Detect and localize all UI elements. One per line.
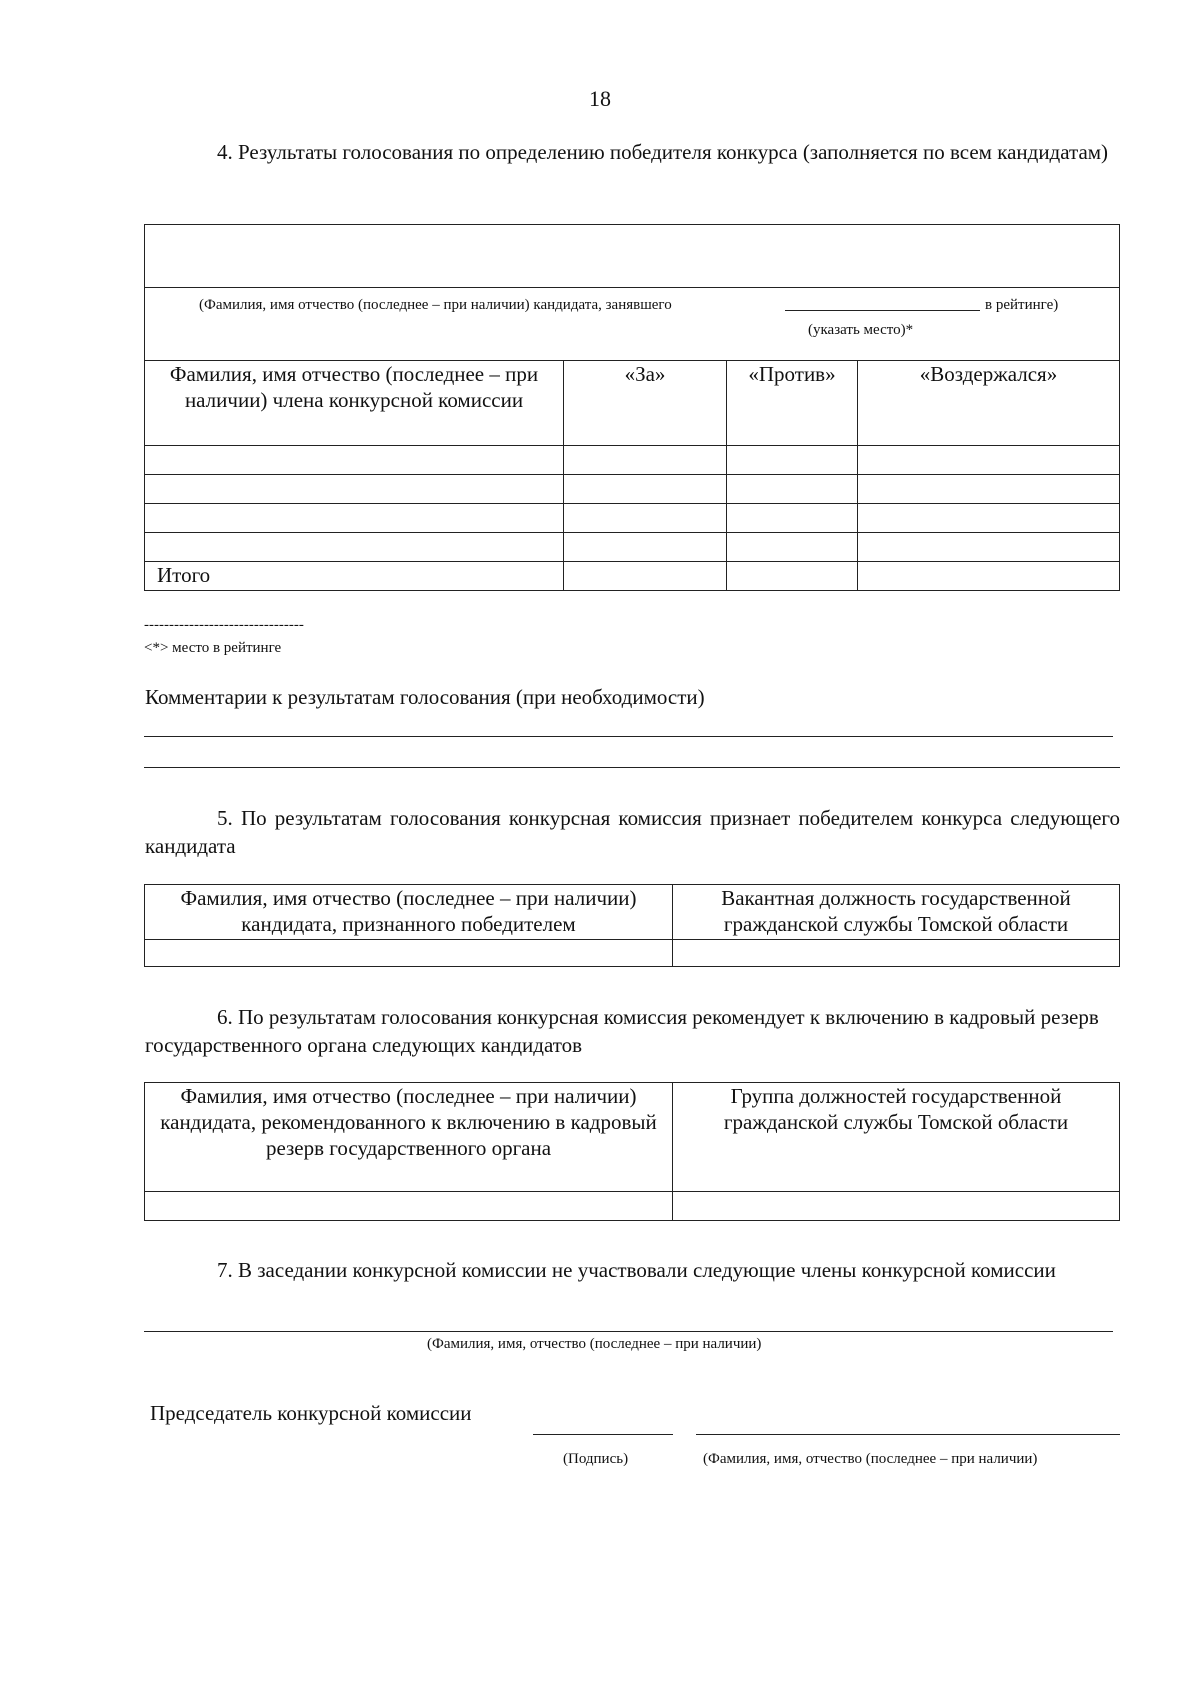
reserve-table — [144, 1082, 1120, 1221]
section-6-heading: 6. По результатам голосования конкурсная комиссия рекомендует к включению в кадровый резерв государственного органа следующих кандидатов — [145, 1005, 1099, 1057]
absent-members-caption: (Фамилия, имя, отчество (последнее – при наличии) — [427, 1336, 762, 1352]
footnote-text: <*> место в рейтинге — [144, 640, 282, 656]
header-against: «Против» — [727, 361, 858, 446]
place-caption: (указать место)* — [808, 322, 914, 338]
header-for: «За» — [564, 361, 727, 446]
signature-line — [533, 1434, 673, 1435]
header-vacant-position: Вакантная должность государственной гражданской службы Томской области — [673, 885, 1120, 940]
header-reserve-name: Фамилия, имя отчество (последнее – при наличии) кандидата, рекомендованного к включению в кадровый резерв государственного органа — [145, 1083, 673, 1192]
table-row — [145, 446, 1120, 475]
signature-caption: (Подпись) — [563, 1451, 629, 1467]
comments-line-2 — [144, 767, 1120, 768]
table-row — [145, 1192, 1120, 1221]
section-5-heading: 5. По результатам голосования конкурсная комиссия признает победителем конкурса следующего кандидата — [145, 806, 1120, 858]
absent-members-line — [144, 1331, 1113, 1332]
table-row — [145, 533, 1120, 562]
header-abstained: «Воздержался» — [858, 361, 1120, 446]
table-row — [145, 940, 1120, 967]
table-row — [145, 504, 1120, 533]
total-row — [145, 562, 1120, 591]
comments-line-1 — [144, 736, 1113, 737]
chairman-name-line — [696, 1434, 1120, 1435]
candidate-caption-cell — [145, 288, 1120, 361]
candidate-caption-left: (Фамилия, имя отчество (последнее – при наличии) кандидата, занявшего — [199, 297, 672, 313]
page-number: 18 — [589, 86, 611, 111]
table-row — [145, 475, 1120, 504]
header-position-group: Группа должностей государственной гражданской службы Томской области — [673, 1083, 1120, 1192]
header-winner-name: Фамилия, имя отчество (последнее – при наличии) кандидата, признанного победителем — [145, 885, 673, 940]
comments-label: Комментарии к результатам голосования (при необходимости) — [145, 685, 705, 709]
winner-table — [144, 884, 1120, 967]
voting-results-table — [144, 224, 1120, 591]
chairman-label: Председатель конкурсной комиссии — [150, 1401, 472, 1425]
header-member-name: Фамилия, имя отчество (последнее – при наличии) члена конкурсной комиссии — [145, 361, 564, 446]
chairman-name-caption: (Фамилия, имя, отчество (последнее – при наличии) — [703, 1451, 1038, 1467]
section-7-heading: 7. В заседании конкурсной комиссии не участвовали следующие члены конкурсной комиссии — [217, 1258, 1056, 1282]
footnote-separator: -------------------------------- — [144, 617, 304, 633]
total-label: Итого — [145, 562, 564, 591]
candidate-name-cell — [145, 225, 1120, 288]
section-4-heading: 4. Результаты голосования по определению победителя конкурса (заполняется по всем кандидатам) — [217, 140, 1109, 164]
place-blank-line — [785, 310, 980, 311]
candidate-caption-right: в рейтинге) — [985, 297, 1059, 313]
